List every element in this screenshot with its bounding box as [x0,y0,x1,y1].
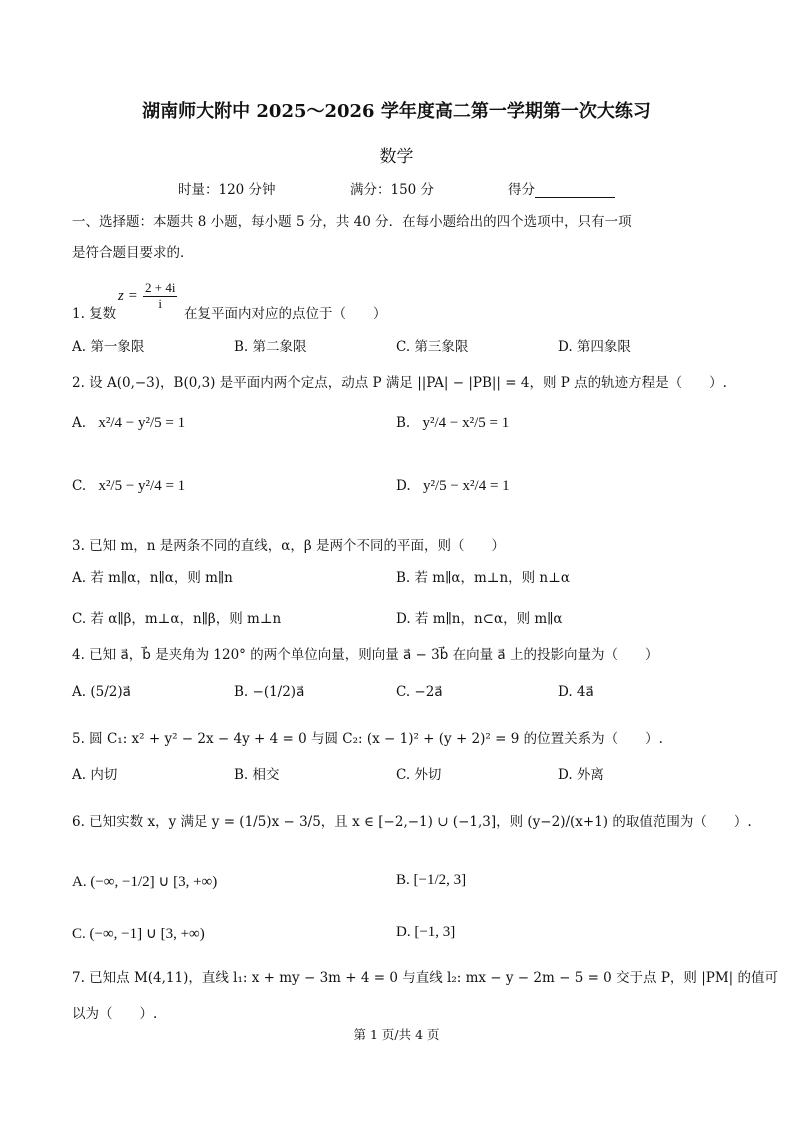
q4-stem: 4. 已知 a⃗，b⃗ 是夹角为 120° 的两个单位向量，则向量 a⃗ − 3b⃗ 在向量 a⃗ 上的投影向量为（ ） [72,647,659,663]
q3-option-a[interactable]: A. 若 m∥α，n∥α，则 m∥n [72,570,233,586]
q3-stem: 3. 已知 m，n 是两条不同的直线，α，β 是两个不同的平面，则（ ） [72,538,505,554]
section-heading-line1: 一、选择题：本题共 8 小题，每小题 5 分，共 40 分．在每小题给出的四个选项中，只有一项 [72,214,632,230]
q5-option-b[interactable]: B. 相交 [234,767,280,783]
q3-option-b[interactable]: B. 若 m∥α，m⊥n，则 n⊥α [396,570,570,586]
q5-option-c[interactable]: C. 外切 [396,767,442,783]
got-score-field[interactable] [508,178,615,198]
q2-c-formula: x²/5 − y²/4 = 1 [98,478,186,494]
q1-frac-den: i [158,295,163,311]
q2-d-formula: y²/5 − x²/4 = 1 [422,478,510,494]
q1-z: z = [118,287,138,304]
q6-option-b[interactable]: B. [−1/2, 3] [396,872,467,888]
q2-option-d[interactable] [396,478,510,495]
q5-option-d[interactable]: D. 外离 [558,767,604,783]
page-footer: 第 1 页/共 4 页 [353,1027,440,1042]
q1-option-c[interactable]: C. 第三象限 [396,339,469,355]
q1-frac-num: 2 + 4i [145,280,176,295]
q6-stem: 6. 已知实数 x，y 满足 y = (1/5)x − 3/5，且 x ∈ [−2,−1) ∪ (−1,3]，则 (y−2)/(x+1) 的取值范围为（ ）. [72,814,752,830]
q1-fraction [143,281,177,312]
q2-option-c[interactable] [72,478,185,495]
q6-option-d[interactable]: D. [−1, 3] [396,924,456,940]
q2-option-a[interactable] [72,415,185,432]
q5-stem: 5. 圆 C₁: x² + y² − 2x − 4y + 4 = 0 与圆 C₂: (x − 1)² + (y + 2)² = 9 的位置关系为（ ）. [72,731,663,747]
got-score-blank[interactable] [535,184,615,198]
q2-b-formula: y²/4 − x²/5 = 1 [422,415,510,431]
q1-stem-start: 1. 复数 [72,306,117,322]
q1-option-d[interactable]: D. 第四象限 [558,339,631,355]
q7-stem-line1: 7. 已知点 M(4,11)，直线 l₁: x + my − 3m + 4 = 0 与直线 l₂: mx − y − 2m − 5 = 0 交于点 P，则 |PM| 的值可 [72,970,779,986]
q2-c-label: C. [72,478,87,494]
q3-option-c[interactable]: C. 若 α∥β，m⊥α，n∥β，则 m⊥n [72,611,282,627]
q2-b-label: B. [396,415,411,431]
q6-option-c[interactable]: C. (−∞, −1] ∪ [3, +∞) [72,926,205,942]
q2-a-label: A. [72,415,87,431]
q4-option-c[interactable]: C. −2a⃗ [396,684,443,700]
got-score-label: 得分 [508,182,535,198]
q1-formula [118,281,178,312]
q5-option-a[interactable]: A. 内切 [72,767,118,783]
q1-option-b[interactable]: B. 第二象限 [234,339,307,355]
q6-option-a[interactable]: A. (−∞, −1/2] ∪ [3, +∞) [72,874,218,890]
q3-option-d[interactable]: D. 若 m∥n，n⊂α，则 m∥α [396,611,563,627]
q2-stem: 2. 设 A(0,−3)，B(0,3) 是平面内两个定点，动点 P 满足 ||PA| − |PB|| = 4，则 P 点的轨迹方程是（ ）. [72,375,727,391]
score-label: 满分：150 分 [350,182,435,198]
q2-a-formula: x²/4 − y²/5 = 1 [98,415,186,431]
q1-option-a[interactable]: A. 第一象限 [72,339,145,355]
time-label: 时量：120 分钟 [178,182,276,198]
subject-title: 数学 [379,147,414,167]
q4-option-d[interactable]: D. 4a⃗ [558,684,594,700]
q7-stem-line2: 以为（ ）. [72,1006,158,1022]
q1-stem-tail: 在复平面内对应的点位于（ ） [184,306,387,322]
q2-option-b[interactable] [396,415,509,432]
q2-d-label: D. [396,478,411,494]
section-heading-line2: 是符合题目要求的． [72,245,194,261]
q4-option-b[interactable]: B. −(1/2)a⃗ [234,684,305,700]
exam-title: 湖南师大附中 2025～2026 学年度高二第一学期第一次大练习 [142,101,651,122]
q4-option-a[interactable]: A. (5/2)a⃗ [72,684,131,700]
